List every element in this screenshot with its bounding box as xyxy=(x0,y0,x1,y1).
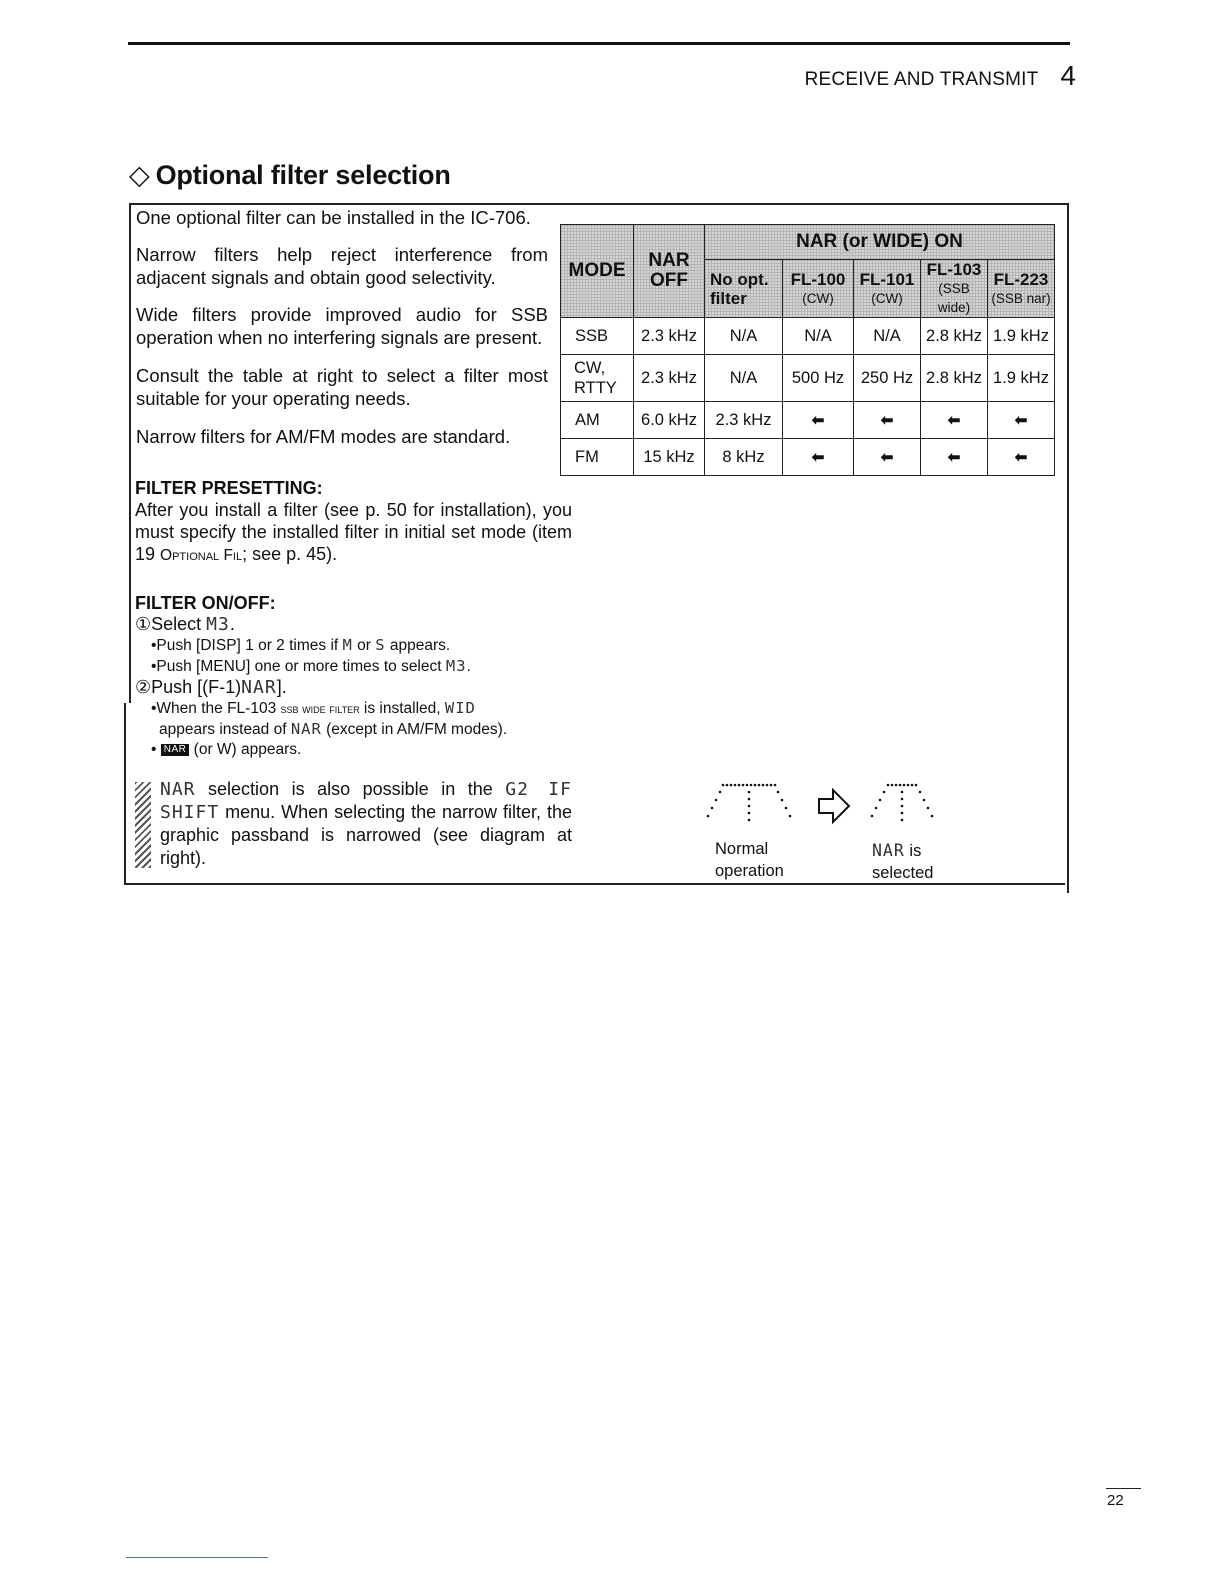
header-note: (CW) xyxy=(871,290,903,306)
table-cell: 250 Hz xyxy=(854,355,921,402)
lcd-text: NAR xyxy=(290,720,322,738)
table-cell: 1.9 kHz xyxy=(988,355,1055,402)
step-text: Push [(F-1) xyxy=(151,677,242,697)
header-nar-on: NAR (or WIDE) ON xyxy=(705,225,1055,260)
note-text-part: selection is also possible in the xyxy=(195,779,506,799)
lcd-text: M3 xyxy=(206,614,230,635)
bullet-item xyxy=(151,740,580,760)
header-nar-off-line1: NAR xyxy=(648,250,690,271)
header-note: (CW) xyxy=(802,290,834,306)
same-as-left-arrow-icon: ⬅ xyxy=(783,439,854,476)
same-as-left-arrow-icon: ⬅ xyxy=(921,439,988,476)
box-border-left-lower xyxy=(124,703,126,885)
bullet-text: appears instead of xyxy=(159,721,291,738)
table-cell: 2.3 kHz xyxy=(634,355,705,402)
header-note: (SSB wide) xyxy=(937,281,971,315)
mode-cell: FM xyxy=(561,439,634,476)
bullet-text: •Push [DISP] 1 or 2 times if xyxy=(151,637,343,654)
mode-cell: SSB xyxy=(561,318,634,355)
same-as-left-arrow-icon: ⬅ xyxy=(783,402,854,439)
bullet-text: . xyxy=(466,658,471,675)
table-cell: N/A xyxy=(705,318,783,355)
header-fl-223 xyxy=(988,260,1055,318)
header-mode: MODE xyxy=(561,225,634,318)
table-cell: 15 kHz xyxy=(634,439,705,476)
page-number-rule xyxy=(1106,1488,1141,1489)
presetting-text-a: After you install a filter (see p. 50 for installation), you must specify the installed filter in initial set mode (item 19 xyxy=(135,500,572,564)
header-nar-off xyxy=(634,225,705,318)
table-row xyxy=(561,439,1055,476)
bullet-text: • xyxy=(151,741,161,758)
note-hatch-icon xyxy=(135,782,151,868)
box-border-left xyxy=(129,203,131,703)
footer-rule xyxy=(126,1557,268,1558)
table-cell: 1.9 kHz xyxy=(988,318,1055,355)
box-border-top xyxy=(129,203,1069,205)
diagram-label-normal xyxy=(715,838,784,882)
table-cell: N/A xyxy=(705,355,783,402)
lcd-text: M3 xyxy=(445,657,467,675)
table-row xyxy=(561,318,1055,355)
table-cell: 500 Hz xyxy=(783,355,854,402)
lcd-text: SHIFT xyxy=(160,802,220,823)
step-text: . xyxy=(229,614,235,634)
header-label: FL-100 xyxy=(790,269,846,289)
presetting-item-name: Optional Fil xyxy=(160,547,243,564)
intro-paragraph: Narrow filters for AM/FM modes are standard. xyxy=(136,426,511,447)
note-block xyxy=(135,778,572,870)
same-as-left-arrow-icon: ⬅ xyxy=(988,402,1055,439)
header-label: FL-101 xyxy=(859,269,915,289)
diagram-label-line: Normal xyxy=(715,840,769,858)
step-2 xyxy=(135,677,580,698)
header-label: FL-223 xyxy=(993,269,1049,289)
mode-line: CW, xyxy=(574,359,606,377)
bullet-text: •Push [MENU] one or more times to select xyxy=(151,658,446,675)
note-text-part: menu. When selecting the narrow filter, the graphic passband is narrowed (see diagram at right). xyxy=(160,802,572,868)
header-note: (SSB nar) xyxy=(991,290,1051,306)
step-text: ]. xyxy=(276,677,287,697)
header-label: FL-103 xyxy=(926,260,982,279)
bullet-item xyxy=(151,698,580,719)
chapter-header xyxy=(805,60,1076,92)
mode-cell xyxy=(561,355,634,402)
diagram-label-text: is xyxy=(904,842,922,860)
bullet-text: appears. xyxy=(385,637,451,654)
same-as-left-arrow-icon: ⬅ xyxy=(854,402,921,439)
bullet-text: or xyxy=(352,637,376,654)
bullet-text: •When the FL-103 xyxy=(151,700,281,717)
filter-presetting xyxy=(135,477,572,567)
section-title xyxy=(129,160,451,191)
lcd-text: NAR xyxy=(872,841,905,860)
mode-cell: AM xyxy=(561,402,634,439)
diagram-label-line: selected xyxy=(872,864,934,882)
presetting-heading: FILTER PRESETTING: xyxy=(135,478,323,498)
table-cell: 2.3 kHz xyxy=(634,318,705,355)
table-cell: 8 kHz xyxy=(705,439,783,476)
same-as-left-arrow-icon: ⬅ xyxy=(988,439,1055,476)
table-row xyxy=(561,355,1055,402)
diagram-label-line xyxy=(872,840,933,862)
table-cell: 2.8 kHz xyxy=(921,355,988,402)
table-cell: 2.3 kHz xyxy=(705,402,783,439)
lcd-text: G2 IF xyxy=(505,779,572,800)
intro-paragraph: Consult the table at right to select a filter most suitable for your operating needs. xyxy=(136,365,548,409)
bullet-text: (or W) appears. xyxy=(189,741,302,758)
intro-text xyxy=(136,206,548,448)
filter-on-off xyxy=(135,593,580,760)
nar-indicator-icon: NAR xyxy=(161,744,190,756)
box-border-right xyxy=(1067,203,1069,893)
table-row xyxy=(561,402,1055,439)
diagram-label-line: operation xyxy=(715,862,784,880)
passband-narrow-icon xyxy=(866,780,942,828)
page-number: 22 xyxy=(1107,1492,1124,1509)
lcd-text: NAR xyxy=(241,677,277,698)
table-cell: 6.0 kHz xyxy=(634,402,705,439)
onoff-heading: FILTER ON/OFF: xyxy=(135,593,276,613)
note-text xyxy=(160,778,572,870)
intro-paragraph: Wide filters provide improved audio for SSB operation when no interfering signals are present. xyxy=(136,304,548,348)
bullet-item xyxy=(151,656,580,677)
diamond-icon: ◇ xyxy=(129,160,150,190)
header-no-opt-filter xyxy=(705,260,783,318)
bullet-text: is installed, xyxy=(359,700,445,717)
filter-table xyxy=(560,224,1055,476)
header-fl-100 xyxy=(783,260,854,318)
mode-line: RTTY xyxy=(574,379,617,397)
bullet-text: (except in AM/FM modes). xyxy=(321,721,508,738)
bullet-smallcaps: ssb wide filter xyxy=(280,701,360,716)
same-as-left-arrow-icon: ⬅ xyxy=(854,439,921,476)
intro-paragraph: Narrow filters help reject interference from adjacent signals and obtain good selectivity. xyxy=(136,244,548,288)
step-number: ② xyxy=(135,677,152,697)
header-nar-off-line2: OFF xyxy=(650,270,688,291)
header-label: No opt. xyxy=(710,269,769,289)
chapter-number: 4 xyxy=(1060,60,1076,91)
header-fl-103 xyxy=(921,260,988,318)
section-title-text: Optional filter selection xyxy=(155,160,451,190)
passband-normal-icon xyxy=(703,780,799,828)
header-label: filter xyxy=(710,288,747,308)
bullet-item-continued xyxy=(159,719,580,740)
header-rule xyxy=(128,42,1070,45)
lcd-text: NAR xyxy=(160,779,196,800)
diagram-label-narrow xyxy=(872,840,933,884)
lcd-text: M xyxy=(342,636,353,654)
table-header-row xyxy=(561,225,1055,260)
same-as-left-arrow-icon: ⬅ xyxy=(921,402,988,439)
step-1 xyxy=(135,614,580,635)
table-cell: 2.8 kHz xyxy=(921,318,988,355)
lcd-text: S xyxy=(375,636,386,654)
arrow-right-icon xyxy=(815,786,855,826)
presetting-text-b: ; see p. 45). xyxy=(242,544,338,564)
table-cell: N/A xyxy=(854,318,921,355)
step-text: Select xyxy=(151,614,207,634)
header-fl-101 xyxy=(854,260,921,318)
chapter-title: RECEIVE AND TRANSMIT xyxy=(804,69,1039,90)
table-cell: N/A xyxy=(783,318,854,355)
intro-paragraph: One optional filter can be installed in the IC-706. xyxy=(136,207,531,228)
presetting-text xyxy=(135,499,572,567)
bullet-item xyxy=(151,635,580,656)
lcd-text: WID xyxy=(444,699,476,717)
step-number: ① xyxy=(135,614,152,634)
